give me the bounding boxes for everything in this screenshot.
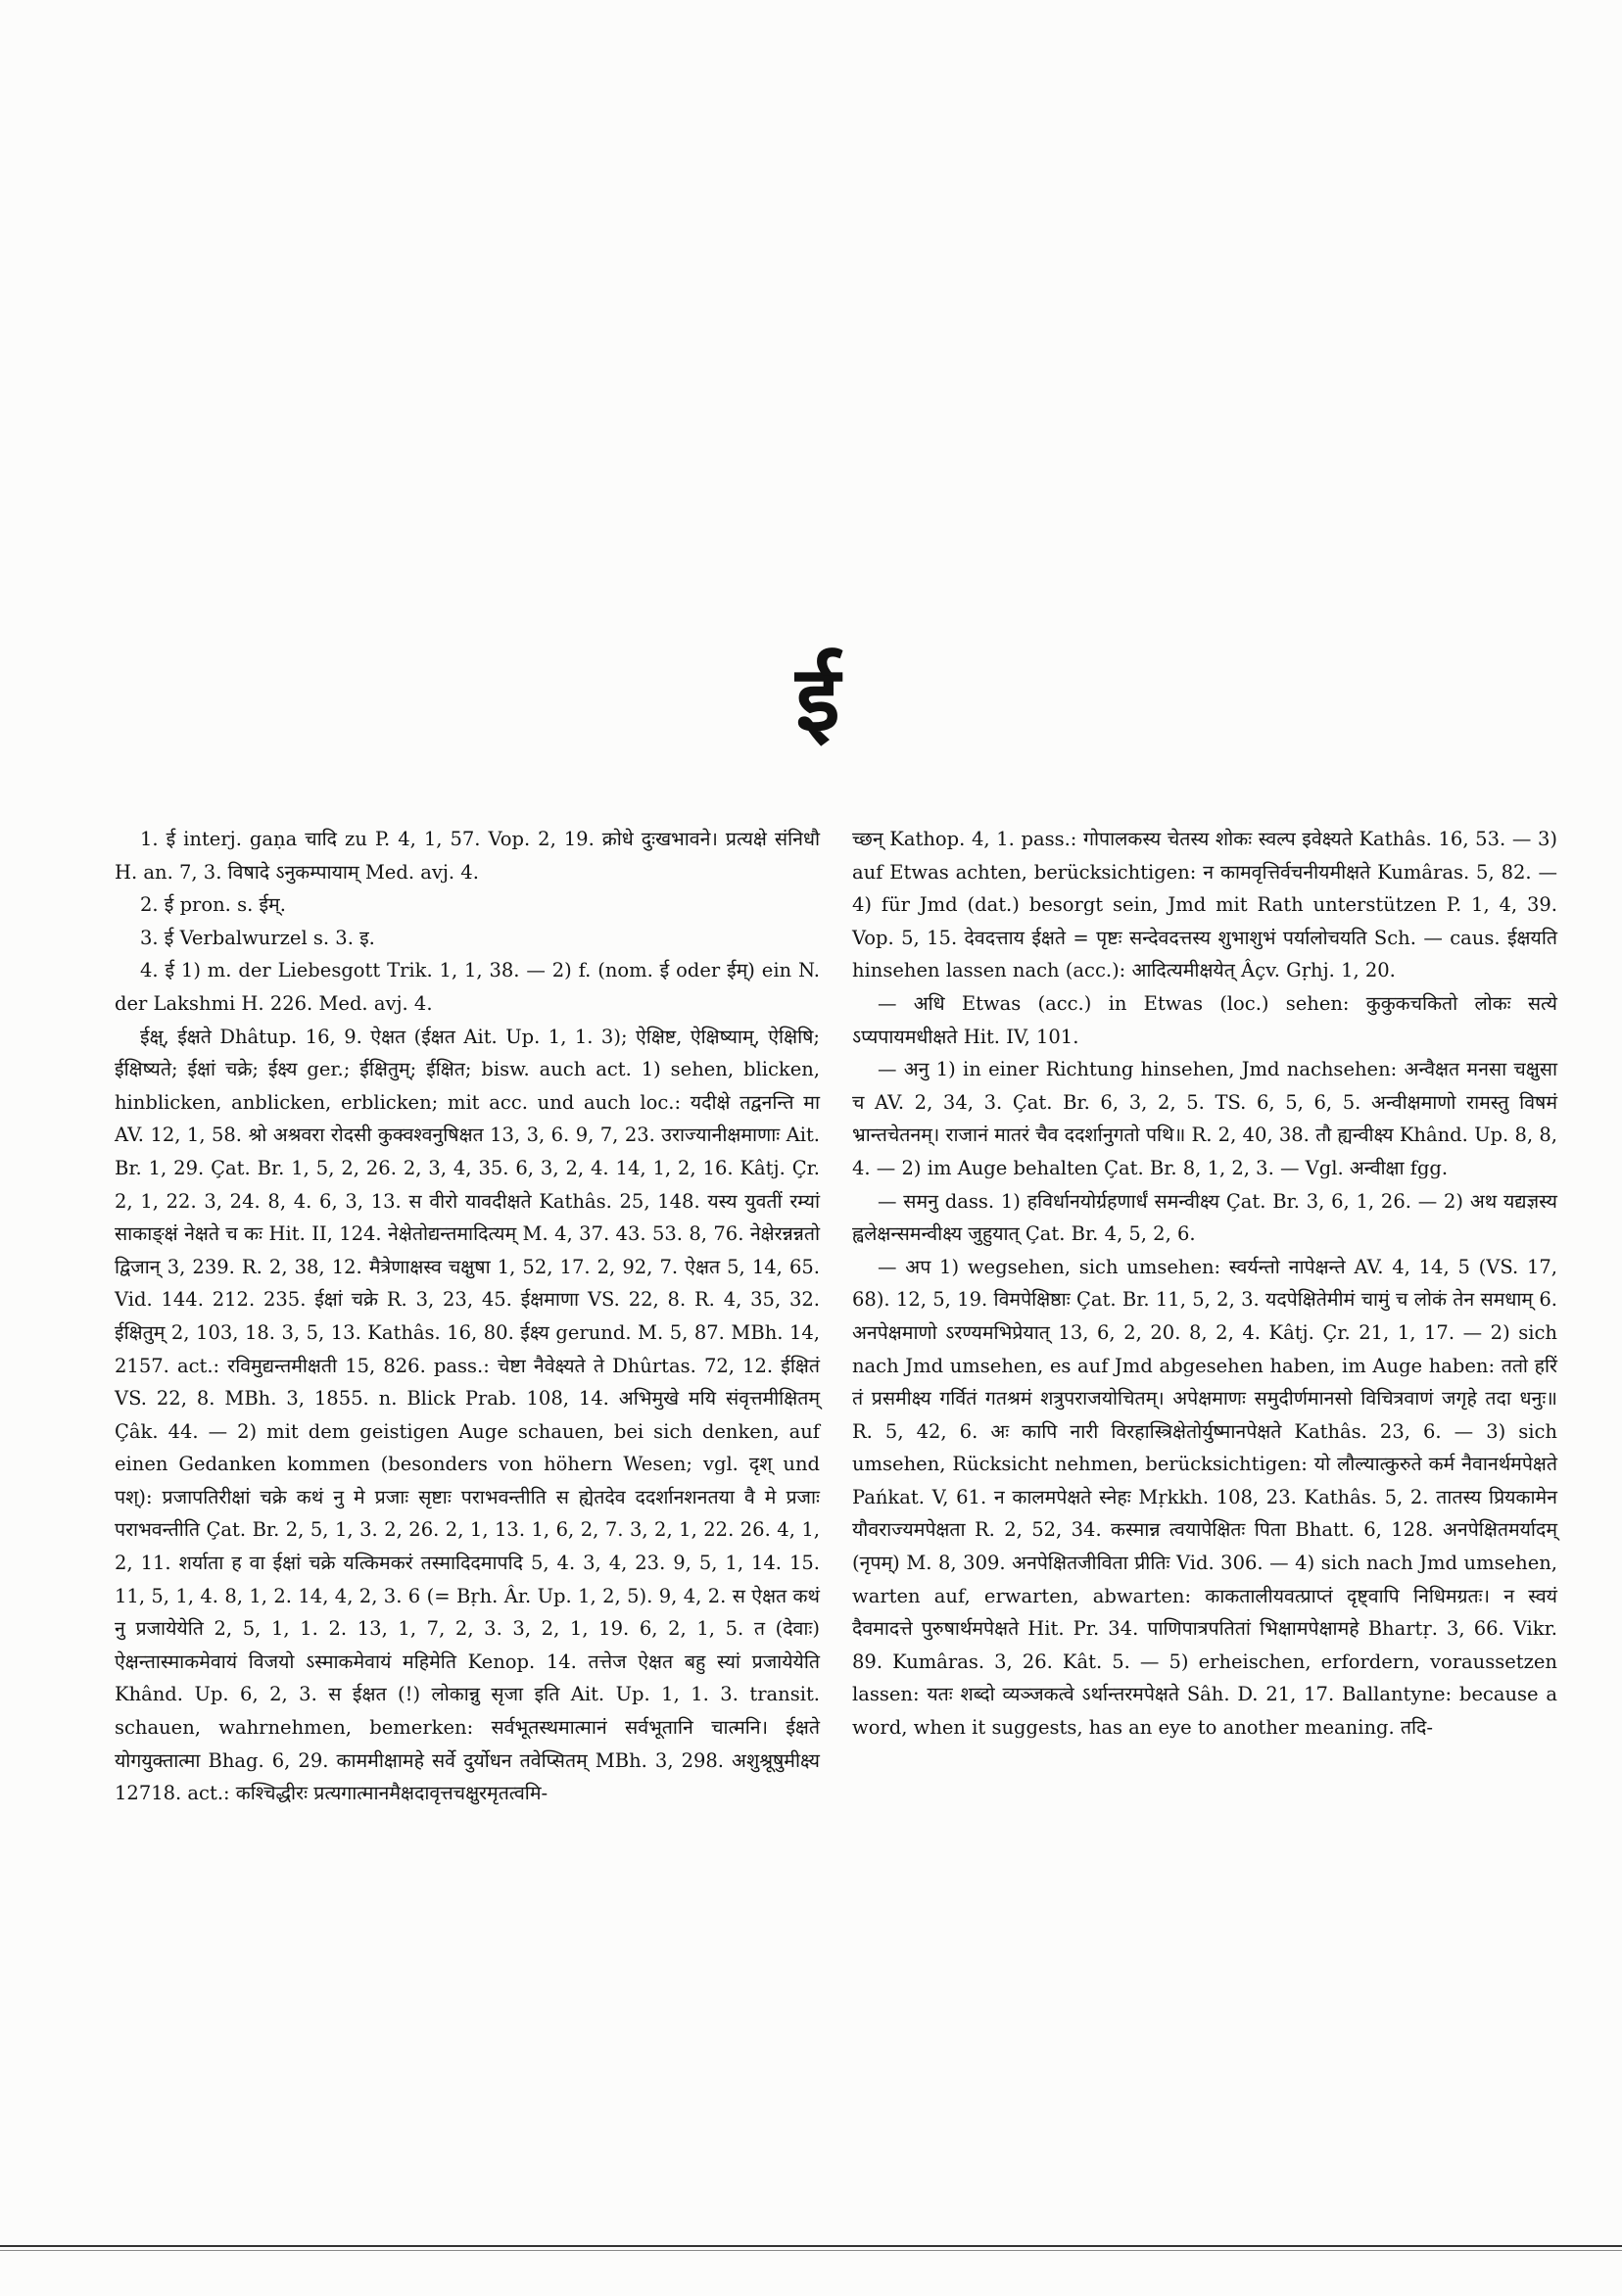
page-bottom-rule bbox=[0, 2245, 1622, 2247]
entry-paragraph: ईक्ष्, ईक्षते Dhâtup. 16, 9. ऐक्षत (ईक्षत Ait. Up. 1, 1. 3); ऐक्षिष्ट, ऐक्षिष्याम्, ऐक्षिषि; ईक्षिष्यते; ईक्षां चक्रे; ईक्ष्य ger.; ईक्षितुम्; ईक्षित; bisw. auch act. 1) sehen, blicken, hinblicken, anblicken, erblicken; mit acc. und auch loc.: यदीक्षे तद्वनन्ति मा AV. 12, 1, 58. श्रो अश्रवरा रोदसी कुक्वश्वनुषिक्षत 13, 3, 6. 9, 7, 23. उराज्यानीक्षमाणाः Ait. Br. 1, 29. Çat. Br. 1, 5, 2, 26. 2, 3, 4, 35. 6, 3, 2, 4. 14, 1, 2, 16. Kâtj. Çr. 2, 1, 22. 3, 24. 8, 4. 6, 3, 13. स वीरो यावदीक्षते Kathâs. 25, 148. यस्य युवतीं रम्यां साकाङ्क्षं नेक्षते च कः Hit. II, 124. नेक्षेतोद्यन्तमादित्यम् M. 4, 37. 43. 53. 8, 76. नेक्षेरन्नन्नतो द्विजान् 3, 239. R. 2, 38, 12. मैत्रेणाक्षस्व चक्षुषा 1, 52, 17. 2, 92, 7. ऐक्षत 5, 14, 65. Vid. 144. 212. 235. ईक्षां चक्रे R. 3, 23, 45. ईक्षमाणा VS. 22, 8. R. 4, 35, 32. ईक्षितुम् 2, 103, 18. 3, 5, 13. Kathâs. 16, 80. ईक्ष्य gerund. M. 5, 87. MBh. 14, 2157. act.: रविमुद्यन्तमीक्षती 15, 826. pass.: चेष्टा नैवेक्ष्यते ते Dhûrtas. 72, 12. ईक्षितं VS. 22, 8. MBh. 3, 1855. n. Blick Prab. 108, 14. अभिमुखे मयि संवृत्तमीक्षितम् Çâk. 44. — 2) mit dem geistigen Auge schauen, bei sich denken, auf einen Gedanken kommen (besonders von höhern Wesen; vgl. दृश् und पश्): प्रजापतिरीक्षां चक्रे कथं नु मे प्रजाः सृष्टाः पराभवन्तीति स ह्येतदेव ददर्शानशनतया वै मे प्रजाः पराभवन्तीति Çat. Br. 2, 5, 1, 3. 2, 26. 2, 1, 13. 1, 6, 2, 7. 3, 2, 1, 22. 26. 4, 1, 2, 11. शर्याता ह वा ईक्षां चक्रे यत्किमकरं तस्मादिदमापदि 5, 4. 3, 4, 23. 9, 5, 1, 14. 15. 11, 5, 1, 4. 8, 1, 2. 14, 4, 2, 3. 6 (= Bṛh. Âr. Up. 1, 2, 5). 9, 4, 2. स ऐक्षत कथं नु प्रजायेयेति 2, 5, 1, 1. 2. 13, 1, 7, 2, 3. 3, 2, 1, 19. 6, 2, 1, 5. त (देवाः) ऐक्षन्तास्माकमेवायं विजयो ऽस्माकमेवायं महिमेति Kenop. 14. तत्तेज ऐक्षत बहु स्यां प्रजायेयेति Khând. Up. 6, 2, 3. स ईक्षत (!) लोकान्नु सृजा इति Ait. Up. 1, 1. 3. transit. schauen, wahrnehmen, bemerken: सर्वभूतस्थमात्मानं सर्वभूतानि चात्मनि। ईक्षते योगयुक्तात्मा Bhag. 6, 29. काममीक्षामहे सर्वे दुर्योधन तवेप्सितम् MBh. 3, 298. अशुश्रूषुमीक्ष्य 12718. act.: कश्चिद्धीरः प्रत्यगात्मानमैक्षदावृत्तचक्षुरमृतत्वमि- bbox=[115, 1025, 820, 1805]
left-column bbox=[115, 823, 820, 1810]
right-column bbox=[852, 823, 1557, 1745]
entry-paragraph: — समनु dass. 1) हविर्धानयोर्ग्रहणार्धं समन्वीक्ष्य Çat. Br. 3, 6, 1, 26. — 2) अथ यद्यज्ञस्य ह्वलेक्षन्समन्वीक्ष्य जुहुयात् Çat. Br. 4, 5, 2, 6. bbox=[852, 1189, 1557, 1246]
entry-paragraph: च्छन् Kathop. 4, 1. pass.: गोपालकस्य चेतस्य शोकः स्वल्प इवेक्ष्यते Kathâs. 16, 53. — 3) auf Etwas achten, berücksichtigen: न कामवृत्तिर्वचनीयमीक्षते Kumâras. 5, 82. — 4) für Jmd (dat.) besorgt sein, Jmd mit Rath unterstützen P. 1, 4, 39. Vop. 5, 15. देवदत्ताय ईक्षते = पृष्टः सन्देवदत्तस्य शुभाशुभं पर्यालोचयति Sch. — caus. ईक्षयति hinsehen lassen nach (acc.): आदित्यमीक्षयेत् Âçv. Gṛhj. 1, 20. bbox=[852, 828, 1557, 982]
entry-paragraph: — अनु 1) in einer Richtung hinsehen, Jmd nachsehen: अन्वैक्षत मनसा चक्षुसा च AV. 2, 34, 3. Çat. Br. 6, 3, 2, 5. TS. 6, 5, 6, 5. अन्वीक्षमाणो रामस्तु विषमं भ्रान्तचेतनम्। राजानं मातरं चैव ददर्शानुगतो पथि॥ R. 2, 40, 38. तौ ह्यन्वीक्ष्य Khând. Up. 8, 8, 4. — 2) im Auge behalten Çat. Br. 8, 1, 2, 3. — Vgl. अन्वीक्षा fgg. bbox=[852, 1058, 1557, 1179]
entry-paragraph: — अप 1) wegsehen, sich umsehen: स्वर्यन्तो नापेक्षन्ते AV. 4, 14, 5 (VS. 17, 68). 12, 5, 19. विमपेक्षिष्ठाः Çat. Br. 11, 5, 2, 3. यदपेक्षितेमीमं चामुं च लोकं तेन समधाम् 6. अनपेक्षमाणो ऽरण्यमभिप्रेयात् 13, 6, 2, 20. 8, 2, 4. Kâtj. Çr. 21, 1, 17. — 2) sich nach Jmd umsehen, es auf Jmd abgesehen haben, im Auge haben: ततो हरिं तं प्रसमीक्ष्य गर्वितं गतश्रमं शत्रुपराजयोचितम्। अपेक्षमाणः समुदीर्णमानसो विचित्रवाणं जगृहे तदा धनुः॥ R. 5, 42, 6. अः कापि नारी विरहास्त्रिक्षेतोर्युष्मानपेक्षते Kathâs. 23, 6. — 3) sich umsehen, Rücksicht nehmen, berücksichtigen: यो लौल्यात्कुरुते कर्म नैवानर्थमपेक्षते Pańkat. V, 61. न कालमपेक्षते स्नेहः Mṛkkh. 108, 23. Kathâs. 5, 2. तातस्य प्रियकामेन यौवराज्यमपेक्षता R. 2, 52, 34. कस्मान्न त्वयापेक्षितः पिता Bhatt. 6, 128. अनपेक्षितमर्यादम् (नृपम्) M. 8, 309. अनपेक्षितजीविता प्रीतिः Vid. 306. — 4) sich nach Jmd umsehen, warten auf, erwarten, abwarten: काकतालीयवत्प्राप्तं दृष्ट्वापि निधिमग्रतः। न स्वयं दैवमादत्ते पुरुषार्थमपेक्षते Hit. Pr. 34. पाणिपात्रपतितां भिक्षामपेक्षामहे Bhartṛ. 3, 66. Vikr. 89. Kumâras. 3, 26. Kât. 5. — 5) erheischen, erfordern, voraussetzen lassen: यतः शब्दो व्यञ्जकत्वे ऽर्थान्तरमपेक्षते Sâh. D. 21, 17. Ballantyne: because a word, when it suggests, has an eye to another meaning. तदि- bbox=[852, 1255, 1557, 1740]
entry-paragraph: 1. ई interj. gaṇa चादि zu P. 4, 1, 57. Vop. 2, 19. क्रोधे दुःखभावने। प्रत्यक्षे संनिधौ H. an. 7, 3. विषादे ऽनुकम्पायाम् Med. avj. 4. bbox=[115, 828, 820, 884]
section-headword: ई bbox=[795, 646, 840, 751]
entry-paragraph: 3. ई Verbalwurzel s. 3. इ. bbox=[140, 926, 375, 949]
entry-paragraph: 2. ई pron. s. ईम्. bbox=[140, 893, 286, 917]
entry-paragraph: — अधि Etwas (acc.) in Etwas (loc.) sehen: कुकुकचकितो लोकः सत्ये ऽप्यपायमधीक्षते Hit. IV, 101. bbox=[852, 991, 1557, 1048]
entry-paragraph: 4. ई 1) m. der Liebesgott Trik. 1, 1, 38. — 2) f. (nom. ई oder ईम्) ein N. der Lakshmi H. 226. Med. avj. 4. bbox=[115, 959, 820, 1015]
page-bottom-rule-thin bbox=[0, 2250, 1622, 2251]
